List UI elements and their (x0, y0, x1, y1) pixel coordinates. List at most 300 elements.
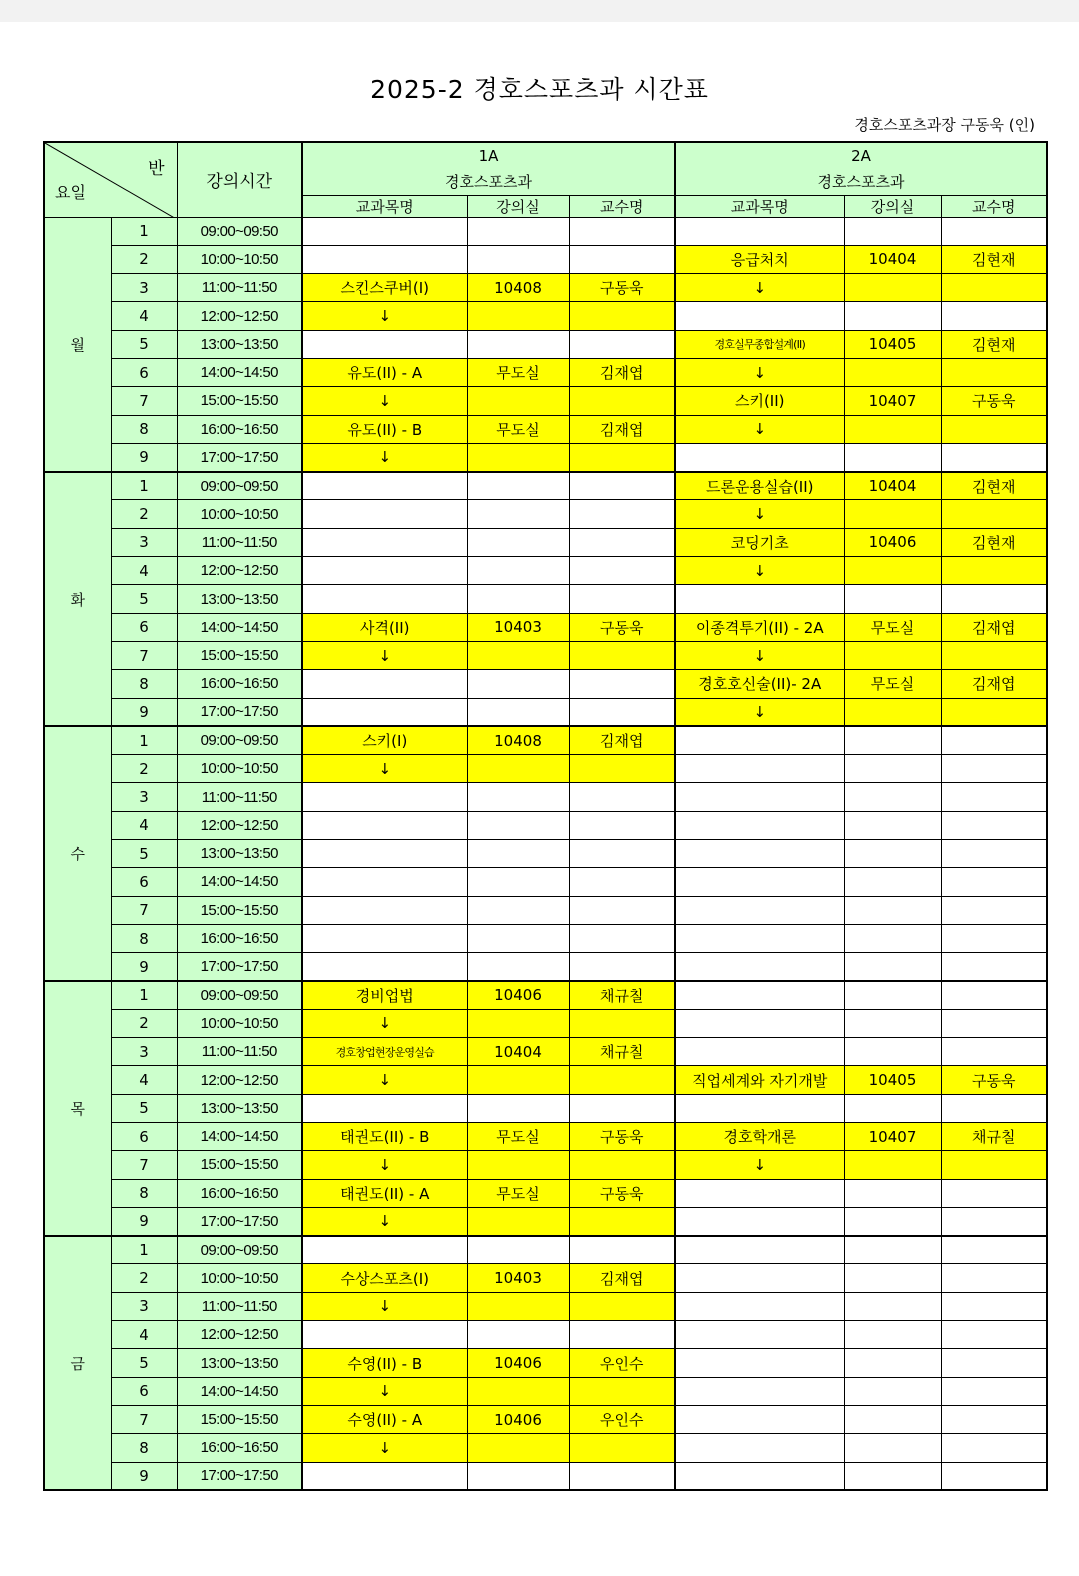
professor-cell-1a: 구동욱 (569, 1179, 675, 1207)
professor-cell-2a (941, 1292, 1047, 1320)
col-subject-1a: 교과목명 (302, 195, 467, 217)
professor-cell-2a (941, 953, 1047, 981)
time-slot: 12:00~12:50 (177, 302, 302, 330)
room-cell-1a: 10406 (467, 1349, 569, 1377)
time-slot: 13:00~13:50 (177, 1094, 302, 1122)
professor-cell-1a (569, 755, 675, 783)
subject-cell-2a: 경호실무종합설계(II) (675, 330, 844, 358)
period-number: 4 (111, 811, 177, 839)
period-number: 4 (111, 557, 177, 585)
professor-cell-2a (941, 868, 1047, 896)
professor-cell-1a (569, 1292, 675, 1320)
period-number: 5 (111, 1094, 177, 1122)
period-number: 6 (111, 613, 177, 641)
top-strip (0, 0, 1079, 22)
table-row (44, 1236, 1047, 1264)
subject-cell-1a (302, 245, 467, 273)
professor-cell-2a (941, 302, 1047, 330)
subject-cell-1a (302, 670, 467, 698)
subject-cell-2a (675, 1462, 844, 1490)
professor-cell-2a (941, 641, 1047, 669)
subject-cell-1a (302, 500, 467, 528)
room-cell-2a (844, 1009, 941, 1037)
room-cell-1a: 무도실 (467, 1179, 569, 1207)
subject-cell-1a: ↓ (302, 1292, 467, 1320)
room-cell-2a (844, 981, 941, 1009)
subject-cell-1a: 수영(II) - B (302, 1349, 467, 1377)
room-cell-2a: 10407 (844, 387, 941, 415)
subject-cell-1a: ↓ (302, 1377, 467, 1405)
professor-cell-2a: 구동욱 (941, 1066, 1047, 1094)
subject-cell-2a: ↓ (675, 358, 844, 386)
table-row (44, 1123, 1047, 1151)
time-slot: 12:00~12:50 (177, 811, 302, 839)
room-cell-1a (467, 500, 569, 528)
time-slot: 16:00~16:50 (177, 670, 302, 698)
room-cell-2a (844, 1321, 941, 1349)
subject-cell-2a: ↓ (675, 500, 844, 528)
professor-cell-2a (941, 783, 1047, 811)
room-cell-2a (844, 755, 941, 783)
table-row (44, 1094, 1047, 1122)
professor-cell-1a: 김재엽 (569, 1264, 675, 1292)
table-row (44, 415, 1047, 443)
col-room-2a: 강의실 (844, 195, 941, 217)
room-cell-2a (844, 1179, 941, 1207)
time-slot: 13:00~13:50 (177, 330, 302, 358)
room-cell-2a (844, 726, 941, 754)
professor-cell-2a: 김현재 (941, 245, 1047, 273)
table-row (44, 245, 1047, 273)
table-row (44, 953, 1047, 981)
subject-cell-1a: ↓ (302, 387, 467, 415)
professor-cell-2a: 김현재 (941, 330, 1047, 358)
period-number: 7 (111, 1151, 177, 1179)
col-subject-2a: 교과목명 (675, 195, 844, 217)
time-slot: 17:00~17:50 (177, 953, 302, 981)
subject-cell-1a (302, 953, 467, 981)
professor-cell-2a (941, 1009, 1047, 1037)
room-cell-2a (844, 1349, 941, 1377)
room-cell-2a (844, 585, 941, 613)
subject-cell-1a: 스킨스쿠버(I) (302, 274, 467, 302)
room-cell-1a: 10403 (467, 1264, 569, 1292)
professor-cell-1a: 우인수 (569, 1405, 675, 1433)
professor-cell-2a (941, 1405, 1047, 1433)
subject-cell-2a (675, 1434, 844, 1462)
professor-cell-2a (941, 1462, 1047, 1490)
room-cell-1a (467, 1377, 569, 1405)
professor-cell-1a: 김재엽 (569, 415, 675, 443)
period-number: 9 (111, 1462, 177, 1490)
professor-cell-2a (941, 981, 1047, 1009)
time-slot: 15:00~15:50 (177, 896, 302, 924)
time-slot: 12:00~12:50 (177, 1321, 302, 1349)
table-row (44, 1405, 1047, 1433)
subject-cell-2a (675, 981, 844, 1009)
table-row (44, 472, 1047, 500)
period-number: 3 (111, 783, 177, 811)
period-number: 5 (111, 1349, 177, 1377)
subject-cell-2a (675, 1321, 844, 1349)
time-slot: 10:00~10:50 (177, 500, 302, 528)
time-slot: 15:00~15:50 (177, 641, 302, 669)
room-cell-2a (844, 217, 941, 245)
table-row (44, 896, 1047, 924)
time-slot: 17:00~17:50 (177, 1207, 302, 1235)
period-number: 2 (111, 1009, 177, 1037)
subject-cell-2a (675, 868, 844, 896)
time-slot: 11:00~11:50 (177, 1292, 302, 1320)
room-cell-2a: 10405 (844, 1066, 941, 1094)
subject-cell-1a: 경호창업현장운영실습 (302, 1038, 467, 1066)
room-cell-1a: 10406 (467, 981, 569, 1009)
professor-cell-1a (569, 868, 675, 896)
header-corner (44, 142, 177, 217)
professor-cell-1a: 우인수 (569, 1349, 675, 1377)
room-cell-2a: 무도실 (844, 670, 941, 698)
time-slot: 09:00~09:50 (177, 472, 302, 500)
table-row (44, 1377, 1047, 1405)
room-cell-1a: 무도실 (467, 1123, 569, 1151)
subject-cell-1a: ↓ (302, 1434, 467, 1462)
subject-cell-2a: 직업세계와 자기개발 (675, 1066, 844, 1094)
period-number: 2 (111, 755, 177, 783)
table-row (44, 726, 1047, 754)
professor-cell-2a (941, 1038, 1047, 1066)
professor-cell-2a (941, 1264, 1047, 1292)
period-number: 4 (111, 1066, 177, 1094)
table-row (44, 1207, 1047, 1235)
table-row (44, 613, 1047, 641)
professor-cell-1a (569, 840, 675, 868)
subject-cell-2a: 이종격투기(II) - 2A (675, 613, 844, 641)
subject-cell-2a (675, 783, 844, 811)
professor-cell-1a: 구동욱 (569, 274, 675, 302)
room-cell-2a (844, 868, 941, 896)
room-cell-2a (844, 358, 941, 386)
period-number: 5 (111, 840, 177, 868)
room-cell-1a (467, 868, 569, 896)
room-cell-1a (467, 1434, 569, 1462)
room-cell-2a (844, 783, 941, 811)
subject-cell-1a (302, 1236, 467, 1264)
room-cell-2a (844, 1405, 941, 1433)
subject-cell-2a (675, 1349, 844, 1377)
subject-cell-1a (302, 1462, 467, 1490)
table-row (44, 840, 1047, 868)
professor-cell-2a (941, 1151, 1047, 1179)
table-row (44, 500, 1047, 528)
room-cell-1a: 무도실 (467, 358, 569, 386)
subject-cell-1a: 수상스포츠(I) (302, 1264, 467, 1292)
professor-cell-1a (569, 1009, 675, 1037)
time-slot: 09:00~09:50 (177, 981, 302, 1009)
subject-cell-2a (675, 1292, 844, 1320)
period-number: 1 (111, 472, 177, 500)
period-number: 8 (111, 1434, 177, 1462)
subject-cell-1a (302, 585, 467, 613)
time-slot: 11:00~11:50 (177, 274, 302, 302)
subject-cell-2a (675, 896, 844, 924)
room-cell-1a (467, 1094, 569, 1122)
professor-cell-1a (569, 330, 675, 358)
period-number: 5 (111, 585, 177, 613)
table-row (44, 1009, 1047, 1037)
department-head-signature: 경호스포츠과장 구동욱 (인) (854, 116, 1035, 134)
subject-cell-1a: 유도(II) - A (302, 358, 467, 386)
table-row (44, 1462, 1047, 1490)
room-cell-1a (467, 1292, 569, 1320)
room-cell-1a (467, 1462, 569, 1490)
page-title: 2025-2 경호스포츠과 시간표 (370, 75, 709, 104)
period-number: 4 (111, 1321, 177, 1349)
room-cell-1a (467, 1066, 569, 1094)
period-number: 7 (111, 641, 177, 669)
room-cell-2a (844, 557, 941, 585)
time-slot: 10:00~10:50 (177, 1009, 302, 1037)
room-cell-1a (467, 641, 569, 669)
professor-cell-1a (569, 443, 675, 471)
room-cell-1a (467, 670, 569, 698)
subject-cell-1a: ↓ (302, 641, 467, 669)
table-row (44, 670, 1047, 698)
professor-cell-1a (569, 387, 675, 415)
professor-cell-1a (569, 528, 675, 556)
day-label: 요일 (55, 182, 86, 202)
table-row (44, 217, 1047, 245)
subject-cell-1a (302, 868, 467, 896)
subject-cell-1a: 경비업법 (302, 981, 467, 1009)
professor-cell-1a (569, 500, 675, 528)
class-label: 반 (148, 159, 165, 179)
subject-cell-2a: 경호호신술(II)- 2A (675, 670, 844, 698)
time-slot: 14:00~14:50 (177, 613, 302, 641)
time-slot: 13:00~13:50 (177, 585, 302, 613)
professor-cell-1a (569, 472, 675, 500)
room-cell-1a: 무도실 (467, 415, 569, 443)
table-row (44, 1264, 1047, 1292)
day-name-cell: 월 (44, 217, 111, 472)
room-cell-1a (467, 811, 569, 839)
table-row (44, 698, 1047, 726)
subject-cell-1a: ↓ (302, 1151, 467, 1179)
subject-cell-1a: ↓ (302, 755, 467, 783)
room-cell-1a: 10404 (467, 1038, 569, 1066)
room-cell-1a (467, 953, 569, 981)
professor-cell-2a (941, 840, 1047, 868)
time-slot: 15:00~15:50 (177, 1151, 302, 1179)
room-cell-2a: 10407 (844, 1123, 941, 1151)
period-number: 1 (111, 981, 177, 1009)
room-cell-2a (844, 924, 941, 952)
professor-cell-1a (569, 698, 675, 726)
professor-cell-1a (569, 1236, 675, 1264)
subject-cell-2a (675, 1264, 844, 1292)
subject-cell-2a (675, 217, 844, 245)
period-number: 6 (111, 1123, 177, 1151)
room-cell-2a: 무도실 (844, 613, 941, 641)
room-cell-2a (844, 698, 941, 726)
time-slot: 11:00~11:50 (177, 783, 302, 811)
table-row (44, 302, 1047, 330)
table-row (44, 1151, 1047, 1179)
professor-cell-1a: 김재엽 (569, 358, 675, 386)
day-name-cell: 화 (44, 472, 111, 727)
professor-cell-2a: 구동욱 (941, 387, 1047, 415)
subject-cell-2a: 응급처치 (675, 245, 844, 273)
table-row (44, 783, 1047, 811)
subject-cell-2a (675, 1179, 844, 1207)
room-cell-2a: 10406 (844, 528, 941, 556)
table-row (44, 585, 1047, 613)
time-slot: 13:00~13:50 (177, 1349, 302, 1377)
subject-cell-2a (675, 1377, 844, 1405)
room-cell-2a (844, 1462, 941, 1490)
room-cell-2a (844, 1434, 941, 1462)
professor-cell-1a (569, 670, 675, 698)
professor-cell-2a (941, 1236, 1047, 1264)
time-slot: 16:00~16:50 (177, 1179, 302, 1207)
room-cell-2a (844, 274, 941, 302)
subject-cell-1a: ↓ (302, 1207, 467, 1235)
time-slot: 16:00~16:50 (177, 924, 302, 952)
professor-cell-2a: 채규칠 (941, 1123, 1047, 1151)
room-cell-2a (844, 500, 941, 528)
period-number: 3 (111, 274, 177, 302)
period-number: 7 (111, 1405, 177, 1433)
day-name-cell: 금 (44, 1236, 111, 1491)
period-number: 4 (111, 302, 177, 330)
professor-cell-1a (569, 953, 675, 981)
professor-cell-2a (941, 415, 1047, 443)
period-number: 5 (111, 330, 177, 358)
time-slot: 10:00~10:50 (177, 1264, 302, 1292)
table-row (44, 924, 1047, 952)
class-2a-name: 2A (675, 142, 1047, 168)
subject-cell-1a (302, 528, 467, 556)
room-cell-2a: 10404 (844, 245, 941, 273)
room-cell-2a (844, 1292, 941, 1320)
day-name-cell: 수 (44, 726, 111, 981)
professor-cell-2a (941, 585, 1047, 613)
time-slot: 17:00~17:50 (177, 1462, 302, 1490)
period-number: 6 (111, 868, 177, 896)
room-cell-1a (467, 217, 569, 245)
professor-cell-2a (941, 557, 1047, 585)
period-number: 2 (111, 245, 177, 273)
room-cell-1a (467, 924, 569, 952)
period-number: 8 (111, 670, 177, 698)
professor-cell-2a (941, 896, 1047, 924)
professor-cell-2a (941, 274, 1047, 302)
room-cell-2a (844, 1151, 941, 1179)
period-number: 1 (111, 217, 177, 245)
time-slot: 13:00~13:50 (177, 840, 302, 868)
room-cell-1a (467, 1009, 569, 1037)
time-slot: 10:00~10:50 (177, 245, 302, 273)
table-row (44, 1434, 1047, 1462)
room-cell-2a: 10405 (844, 330, 941, 358)
room-cell-1a: 10406 (467, 1405, 569, 1433)
subject-cell-2a: ↓ (675, 415, 844, 443)
time-slot: 12:00~12:50 (177, 557, 302, 585)
professor-cell-2a (941, 500, 1047, 528)
professor-cell-2a (941, 726, 1047, 754)
subject-cell-1a: ↓ (302, 1009, 467, 1037)
professor-cell-2a (941, 217, 1047, 245)
room-cell-2a (844, 840, 941, 868)
room-cell-2a (844, 1236, 941, 1264)
subject-cell-1a: 태권도(II) - A (302, 1179, 467, 1207)
subject-cell-2a (675, 924, 844, 952)
professor-cell-1a (569, 245, 675, 273)
subject-cell-2a (675, 585, 844, 613)
professor-cell-1a (569, 1151, 675, 1179)
subject-cell-1a (302, 472, 467, 500)
time-slot: 11:00~11:50 (177, 528, 302, 556)
time-slot: 14:00~14:50 (177, 358, 302, 386)
room-cell-2a (844, 1094, 941, 1122)
period-number: 9 (111, 953, 177, 981)
time-slot: 17:00~17:50 (177, 443, 302, 471)
subject-cell-2a: ↓ (675, 557, 844, 585)
professor-cell-2a (941, 1207, 1047, 1235)
time-slot: 17:00~17:50 (177, 698, 302, 726)
professor-cell-2a (941, 1377, 1047, 1405)
time-slot: 14:00~14:50 (177, 1377, 302, 1405)
room-cell-2a (844, 415, 941, 443)
professor-cell-1a (569, 641, 675, 669)
professor-cell-2a: 김재엽 (941, 613, 1047, 641)
subject-cell-1a: 태권도(II) - B (302, 1123, 467, 1151)
room-cell-1a (467, 557, 569, 585)
professor-cell-2a (941, 1349, 1047, 1377)
time-slot: 09:00~09:50 (177, 217, 302, 245)
subject-cell-1a (302, 557, 467, 585)
col-prof-2a: 교수명 (941, 195, 1047, 217)
class-2a-dept: 경호스포츠과 (675, 168, 1047, 195)
period-number: 9 (111, 1207, 177, 1235)
professor-cell-1a (569, 557, 675, 585)
room-cell-2a (844, 896, 941, 924)
table-row (44, 811, 1047, 839)
table-row (44, 358, 1047, 386)
room-cell-1a (467, 1207, 569, 1235)
col-prof-1a: 교수명 (569, 195, 675, 217)
professor-cell-1a: 김재엽 (569, 726, 675, 754)
period-number: 7 (111, 387, 177, 415)
time-slot: 16:00~16:50 (177, 415, 302, 443)
subject-cell-1a: ↓ (302, 302, 467, 330)
professor-cell-2a (941, 1321, 1047, 1349)
table-row (44, 443, 1047, 471)
professor-cell-2a (941, 443, 1047, 471)
period-number: 3 (111, 1292, 177, 1320)
table-row (44, 1066, 1047, 1094)
subject-cell-2a (675, 726, 844, 754)
subject-cell-2a (675, 1236, 844, 1264)
table-row (44, 1292, 1047, 1320)
time-slot: 11:00~11:50 (177, 1038, 302, 1066)
professor-cell-2a (941, 1179, 1047, 1207)
room-cell-1a (467, 783, 569, 811)
room-cell-1a (467, 755, 569, 783)
period-number: 2 (111, 1264, 177, 1292)
time-slot: 12:00~12:50 (177, 1066, 302, 1094)
table-row (44, 1179, 1047, 1207)
period-number: 8 (111, 415, 177, 443)
